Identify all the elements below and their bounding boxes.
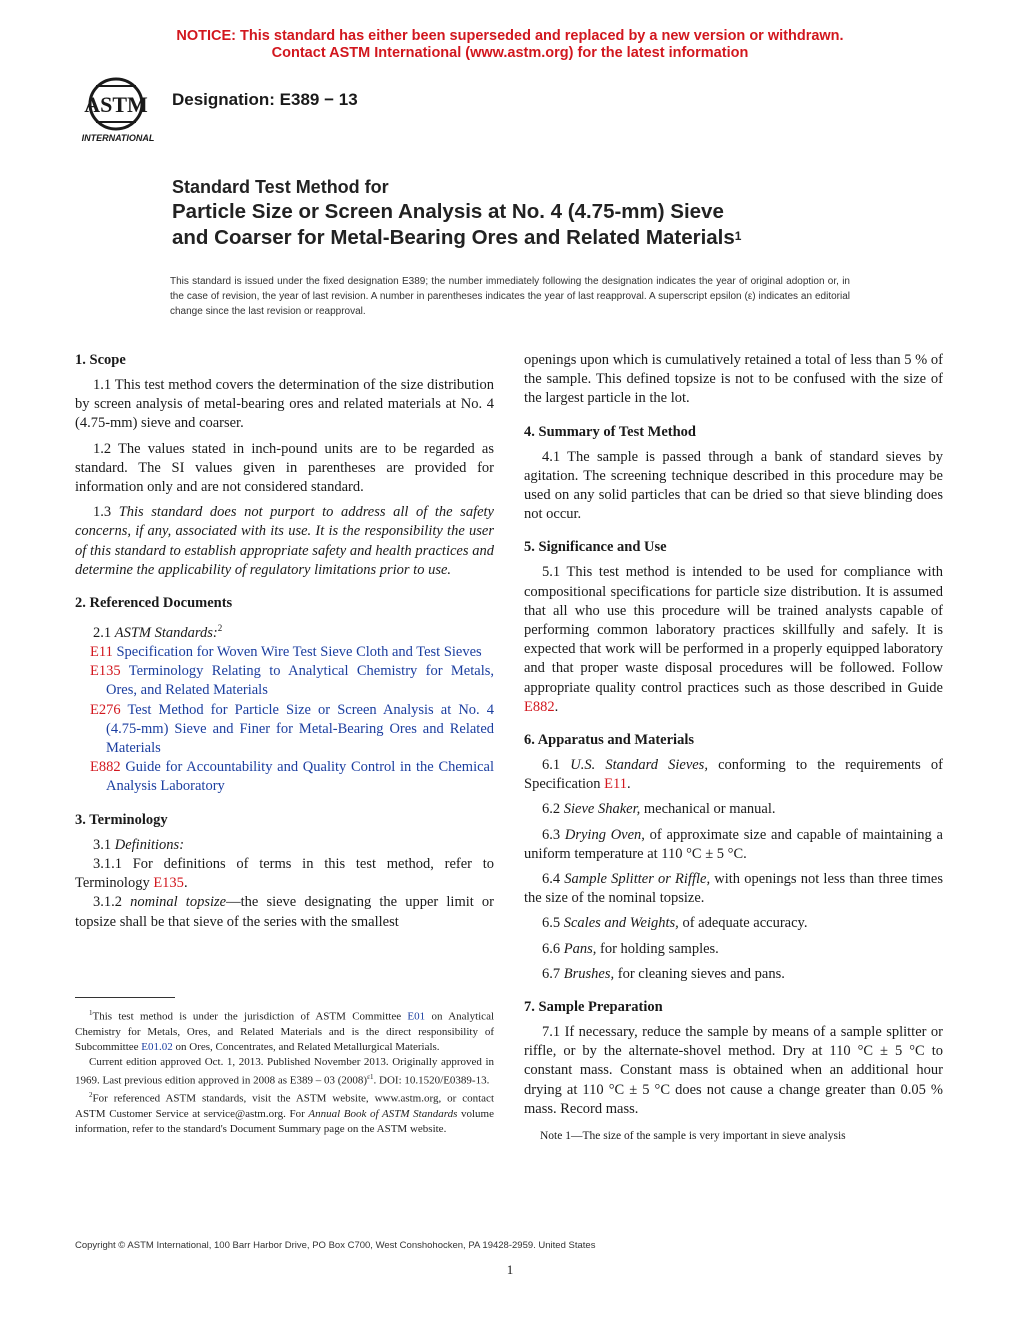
para-6-3-num: 6.3 [542,826,561,843]
title-line-3-text: and Coarser for Metal-Bearing Ores and Related Materials [172,226,735,249]
footnote-1-a: This test method is under the jurisdiction of ASTM Committee [92,1010,402,1023]
term-drying-oven: Drying Oven, [564,826,645,843]
term-scales-weights: Scales and Weights, [563,915,679,932]
footnote-2-a: For referenced ASTM standards, visit the ASTM website, www.astm.org, or contact ASTM Customer Service at service@astm.org. For [75,1092,494,1120]
footnote-2-mark: 2 [89,1091,93,1100]
footnote-1-c: on Ores, Concentrates, and Related Metallurgical Materials. [175,1040,440,1053]
reference-e135[interactable] [75,662,494,700]
para-6-7-num: 6.7 [542,965,561,982]
withdrawal-notice [0,28,1020,62]
footnote-1-d: Current edition approved Oct. 1, 2013. Published November 2013. Originally approved in 1969. Last previous edition approved in 2008 as E389 – 03 (2008) [75,1055,494,1087]
section-referenced-documents-heading: 2. Referenced Documents [75,595,233,612]
reference-e882[interactable] [75,758,494,796]
link-e135[interactable]: E135 [153,875,184,892]
section-terminology-heading: 3. Terminology [75,811,168,828]
reference-e882-title[interactable]: Guide for Accountability and Quality Control in the Chemical Analysis Laboratory [106,759,495,795]
link-e01[interactable]: E01 [407,1010,426,1023]
footnote-2-b: volume information, refer to the standard's Document Summary page on the ASTM website. [75,1107,494,1135]
footnote-1 [75,1006,494,1055]
para-5-1-text: 5.1 This test method is intended to be used for compliance with compositional specifications for particle size distribution. It is assumed that all who use this procedure will be trained analysts capable of performing common laboratory practices skillfully and safely. It is expected that work will be performed in a properly equipped laboratory and that proper waste disposal procedures will be followed. Follow appropriate quality control practices such as those described in Guide [524,564,943,696]
reference-e276-code[interactable]: E276 [90,701,121,718]
link-e01-02[interactable]: E01.02 [141,1040,173,1053]
para-6-5 [524,914,943,933]
notice-line-1: NOTICE: This standard has either been superseded and replaced by a new version or withdrawn. [176,28,844,44]
para-6-5-num: 6.5 [542,915,561,932]
designation: Designation: E389 − 13 [172,90,358,109]
notice-line-2: Contact ASTM International (www.astm.org) for the latest information [271,45,749,61]
footnote-divider [75,997,175,998]
reference-e276-title[interactable]: Test Method for Particle Size or Screen Analysis at No. 4 (4.75-mm) Sieve and Finer for Metal-Bearing Ores and Related Materials [106,701,494,757]
reference-e882-code[interactable]: E882 [90,759,121,776]
document-title [172,175,741,251]
para-3-1-2 [75,893,494,931]
page-number: 1 [506,1262,514,1277]
para-6-4-text: with openings not less than three times the size of the nominal topsize. [524,871,944,907]
para-2-1 [75,619,494,643]
para-6-4 [524,870,943,908]
term-sieve-shaker: Sieve Shaker, [563,801,641,818]
para-6-6-num: 6.6 [542,940,561,957]
issuance-statement: This standard is issued under the fixed designation E389; the number immediately following the designation indicates the year of original adoption or, in the case of revision, the year of last revision. A number in parentheses indicates the year of last reapproval. A superscript epsilon (ε) indicates an editorial change since the last revision or reapproval. [170,276,850,317]
link-e882[interactable]: E882 [524,698,555,715]
footnote-1-b: on Analytical Chemistry for Metals, Ores, and Related Materials and is the direct responsibility of Subcommittee [75,1010,495,1053]
para-6-5-text: of adequate accuracy. [682,915,808,932]
title-line-2: Particle Size or Screen Analysis at No. 4 (4.75-mm) Sieve [172,200,724,223]
reference-e135-code[interactable]: E135 [90,663,121,680]
title-line-1: Standard Test Method for [172,177,389,197]
term-sample-splitter: Sample Splitter or Riffle, [564,871,711,888]
footnote-1-edition [75,1055,494,1089]
para-6-1-text: conforming to the requirements of Specification [524,757,944,793]
footnote-1-d-sup: ε1 [367,1072,374,1081]
para-3-1-2-num: 3.1.2 [93,894,122,911]
footnote-2 [75,1088,494,1137]
para-3-1 [75,836,494,855]
para-6-2 [524,800,943,819]
para-1-3-num: 1.3 [93,504,112,521]
para-2-1-text: ASTM Standards: [114,624,218,641]
para-1-2: 1.2 The values stated in inch-pound units are to be regarded as standard. The SI values given in parentheses are provided for information only and are not considered standard. [75,440,494,496]
para-6-6 [524,940,943,959]
para-6-1-num: 6.1 [542,757,561,774]
reference-e135-title[interactable]: Terminology Relating to Analytical Chemistry for Metals, Ores, and Related Materials [106,663,494,699]
link-e11[interactable]: E11 [604,776,627,793]
footnote-2-em: Annual Book of ASTM Standards [308,1107,458,1120]
term-nominal-topsize: nominal topsize [130,894,227,911]
section-significance-heading: 5. Significance and Use [524,539,667,556]
para-6-2-text: mechanical or manual. [643,801,776,818]
right-column [524,351,943,1146]
para-7-1: 7.1 If necessary, reduce the sample by means of a sample splitter or riffle, or by the alternate-shovel method. Dry at 110 °C ± 5 °C to constant mass. Constant mass is obtained when an additional hour drying at 110 °C ± 5 °C does not cause a change greater than 0.05 % mass. Record mass. [524,1024,943,1117]
left-column [75,351,494,932]
para-3-1-2-text: —the sieve designating the upper limit or topsize shall be that sieve of the series with the smallest [75,894,494,930]
footnote-1-mark: 1 [89,1009,93,1017]
section-sample-preparation-heading: 7. Sample Preparation [524,999,663,1016]
copyright-line: Copyright © ASTM International, 100 Barr Harbor Drive, PO Box C700, West Conshohocken, PA 19428-2959. United States [75,1240,596,1251]
para-6-7 [524,965,943,984]
section-scope-heading: 1. Scope [75,352,126,368]
para-1-1: 1.1 This test method covers the determination of the size distribution by screen analysis of metal-bearing ores and related materials at No. 4 (4.75-mm) sieve and coarser. [75,377,494,432]
title-line-3 [172,225,741,251]
para-6-3 [524,826,943,864]
para-6-4-num: 6.4 [542,871,561,888]
section-summary-heading: 4. Summary of Test Method [524,423,696,440]
astm-logo [68,74,168,146]
para-6-7-text: for cleaning sieves and pans. [617,965,785,982]
para-6-1: 6.1 U.S. Standard Sieves, conforming to the requirements of Specification E11. [524,757,944,793]
note-1: Note 1—The size of the sample is very important in sieve analysis [540,1130,846,1143]
para-1-3-text: This standard does not purport to address all of the safety concerns, if any, associated with its use. It is the responsibility the user of this standard to establish appropriate safety and health practices and determine the applicability of regulatory limitations prior to use. [75,504,494,578]
para-5-1: 5.1 This test method is intended to be used for compliance with compositional specifications for particle size distribution. It is assumed that all who use this procedure will be trained analysts capable of performing common laboratory practices skillfully and safely. It is expected that work will be performed in a properly equipped laboratory and that proper waste disposal procedures will be followed. Follow appropriate quality control practices such as those described in Guide E882. [524,564,943,715]
footnote-1-e: . DOI: 10.1520/E0389-13. [373,1074,490,1087]
title-footnote-mark: 1 [734,229,742,243]
reference-e11-title[interactable]: Specification for Woven Wire Test Sieve Cloth and Test Sieves [116,644,482,661]
logo-text: ASTM [84,92,148,117]
para-3-1-1: 3.1.1 For definitions of terms in this test method, refer to Terminology E135. [75,855,494,892]
term-standard-sieves: U.S. Standard Sieves, [570,757,708,774]
logo-subtext: INTERNATIONAL [81,133,155,143]
reference-e11[interactable] [75,643,494,662]
terminology-continuation: openings upon which is cumulatively retained a total of less than 5 % of the sample. This defined topsize is not to be confused with the size of the largest particle in the lot. [524,352,943,407]
term-pans: Pans, [563,940,597,957]
reference-e11-code[interactable]: E11 [90,644,113,661]
para-6-6-text: for holding samples. [600,940,719,957]
reference-e276[interactable] [75,701,494,759]
para-6-2-num: 6.2 [542,801,561,818]
para-1-3 [75,503,494,580]
para-6-3-text: of approximate size and capable of maintaining a uniform temperature at 110 °C ± 5 °C. [524,826,943,862]
para-2-1-sup: 2 [217,623,223,634]
para-2-1-num: 2.1 [93,624,112,641]
term-brushes: Brushes, [563,965,615,982]
para-3-1-num: 3.1 [93,836,112,853]
para-4-1: 4.1 The sample is passed through a bank of standard sieves by agitation. The screening technique described in this procedure may be used on any solid particles that can be dried so that sieve blinding does not occur. [524,448,943,523]
footnotes [75,1006,494,1137]
para-3-1-1-text: 3.1.1 For definitions of terms in this test method, refer to Terminology [75,855,494,892]
para-3-1-text: Definitions: [114,836,185,853]
section-apparatus-heading: 6. Apparatus and Materials [524,732,694,749]
